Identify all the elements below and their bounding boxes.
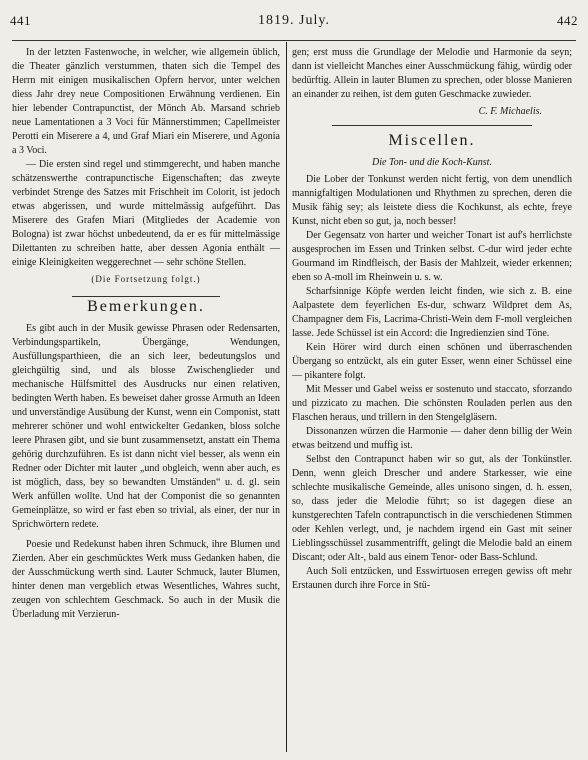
paragraph: Der Gegensatz von harter und weicher Tonart ist auf's herrlichste ausgesprochen im Essen und Trinken selbst. C-dur wird jeder echte Gourmand im Rindfleisch, der Basis der Mahlzeit, wieder erkennen; eben so A-moll im Rheinwein u. s. w. xyxy=(292,230,572,283)
paragraph: Die Lober der Tonkunst werden nicht fertig, von dem unendlich mannigfaltigen Modulationen und Rhythmen zu sprechen, deren die Musik fähig sey; als leistete diess die Kochkunst, als echte, freye Kunst, nicht eben so gut, ja, noch besser! xyxy=(292,174,572,227)
author-signature: C. F. Michaelis. xyxy=(478,106,542,117)
section-subtitle: Die Ton- und die Koch-Kunst. xyxy=(372,157,492,168)
paragraph: In der letzten Fastenwoche, in welcher, wie allgemein üblich, die Theater gänzlich verstummen, thaten sich die Tempel des Herrn mit einigen musikalischen Opfern hervor, unter welchen diess Jahr drey neue Compositionen Erwähnung verdienen. Ein hier lebender Contrapunctist, der Mönch Ab. Marsand schrieb neue Lamentationen a 3 Voci für Männerstimmen; Capellmeister Perotti ein Miserere a 4, und Graf Miari ein Miserere, und Agonia a 3 Voci. xyxy=(12,47,280,156)
left-column xyxy=(12,46,280,752)
paragraph: Dissonanzen würzen die Harmonie — daher denn billig der Wein etwas beitzend und muffig ist. xyxy=(292,426,572,451)
section-title: Miscellen. xyxy=(388,132,476,149)
section-title-text: Bemerkungen. xyxy=(87,298,205,315)
left-page-number: 441 xyxy=(10,13,31,28)
paragraph: Auch Soli entzücken, und Esswirtuosen erregen gewiss oft mehr Erstaunen durch ihre Force in Stü- xyxy=(292,566,572,591)
section-title xyxy=(12,296,280,314)
continued-note: (Die Fortsetzung folgt.) xyxy=(91,274,201,284)
paragraph: Poesie und Redekunst haben ihren Schmuck, ihre Blumen und Zierden. Aber ein geschmücktes Werk muss Gedanken haben, die der Ausschmückung werth sind. Lauter Schmuck, lauter Blumen, hinter denen man vergeblich etwas Wesentliches, Wahres sucht, zeugen von schlechtem Geschmack. So auch in der Musik die Überladung mit Verzierun- xyxy=(12,539,280,620)
paragraph: Es gibt auch in der Musik gewisse Phrasen oder Redensarten, Verbindungspartikeln, Übergänge, Wendungen, Ausfüllungsparthieen, die an sich leer, bedeutungslos und gleichgültig sind, und als blosse Zwischenglieder und mechanische Hülfsmittel des Ausdrucks nur einen relativen, bedingten Werth haben. Es beweiset daher grosse Armuth an Ideen und unverständige Ausübung der Kunst, wenn ein Componist, statt mehrerer schöner und wohl entwickelter Gedanken, bloss solche leere Phrasen gibt, und sie bunt zusammensetzt, anstatt ein Thema gehörig durchzuführen. Es ist dann nicht viel besser, als wenn ein Redner oder Dichter mit lauter „und obgleich, wenn aber auch, es ist möglich, dass, bey so bewandten Umständen“ u. d. gl. sein Werk anfüllen wollte. Und hat der Componist die so genannten Gemeinplätze, so wird er fast eben so trivial, als einer, der nur in Sprichwörtern redete. xyxy=(12,323,280,530)
right-column xyxy=(292,46,572,752)
right-page-number: 442 xyxy=(557,13,578,28)
paragraph: Selbst den Contrapunct haben wir so gut, als der Tonkünstler. Denn, wenn gleich Drescher und andere Starkesser, wie eine schlechte musikalische Gemeinde, alles unisono singen, d. h. essen, so, dass jeder die Melodie führt; so ist dagegen diese an kunstgerechten Tafeln contrapunctisch in die verschiedenen Stimmen oder Kehlen verlegt, und, je nachdem irgend ein Gast mit seiner Lieblingsschüssel zusammentrifft, gelingt die Melodie bald an einem Discant; oder Alt-, bald aus einem Tenor- oder Bass-Schlund. xyxy=(292,454,572,563)
column-divider xyxy=(286,42,287,752)
title-rule xyxy=(72,296,220,297)
paragraph: Scharfsinnige Köpfe werden leicht finden, wie sich z. B. eine Aalpastete dem feyerlichen Es-dur, schwarz Wildpret dem As, Champagner dem Fis, Lacrima-Christi-Wein dem F-moll vergleichen lasse. Jede Schüssel ist ein Accord: die Ingredienzien sind Töne. xyxy=(292,286,572,339)
paragraph: Kein Hörer wird durch einen schönen und überraschenden Übergang so entzückt, als ein guter Esser, wenn einer Schüssel eine — pikantere folgt. xyxy=(292,342,572,381)
paragraph: Mit Messer und Gabel weiss er sostenuto und staccato, sforzando und pizzicato zu machen. Die schönsten Rouladen perlen aus den Flaschen heraus, und trillern in den Stengelgläsern. xyxy=(292,384,572,423)
paragraph: — Die ersten sind regel und stimmgerecht, und haben manche schätzenswerthe contrapunctische Eigenschaften; das zweyte verbindet Strenge des Satzes mit Frischheit im Colorit, ist jedoch etwas abgerissen, und wurde mittelmässig aufgeführt. Das Miserere des Grafen Miari (Mitgliedes der Academie von Bologna) ist zwar höchst unbedeutend, da er es für mittelmässige Dilettanten zu schreiben hatte, aber dessen Agonia enthält — einige Kleinigkeiten weggerechnet — sehr schöne Stellen. xyxy=(12,159,280,268)
running-head-date: 1819. July. xyxy=(258,13,330,28)
paragraph: gen; erst muss die Grundlage der Melodie und Harmonie da seyn; dann ist vielleicht Manches einer Ausschmückung fähig, würdig oder bedürftig. Allein in lauter Blumen zu sprechen, oder blosse Manieren an einander zu reihen, ist dem guten Geschmacke zuwieder. xyxy=(292,47,572,100)
page-header xyxy=(10,6,578,36)
header-rule xyxy=(12,40,576,41)
section-rule xyxy=(332,125,532,126)
